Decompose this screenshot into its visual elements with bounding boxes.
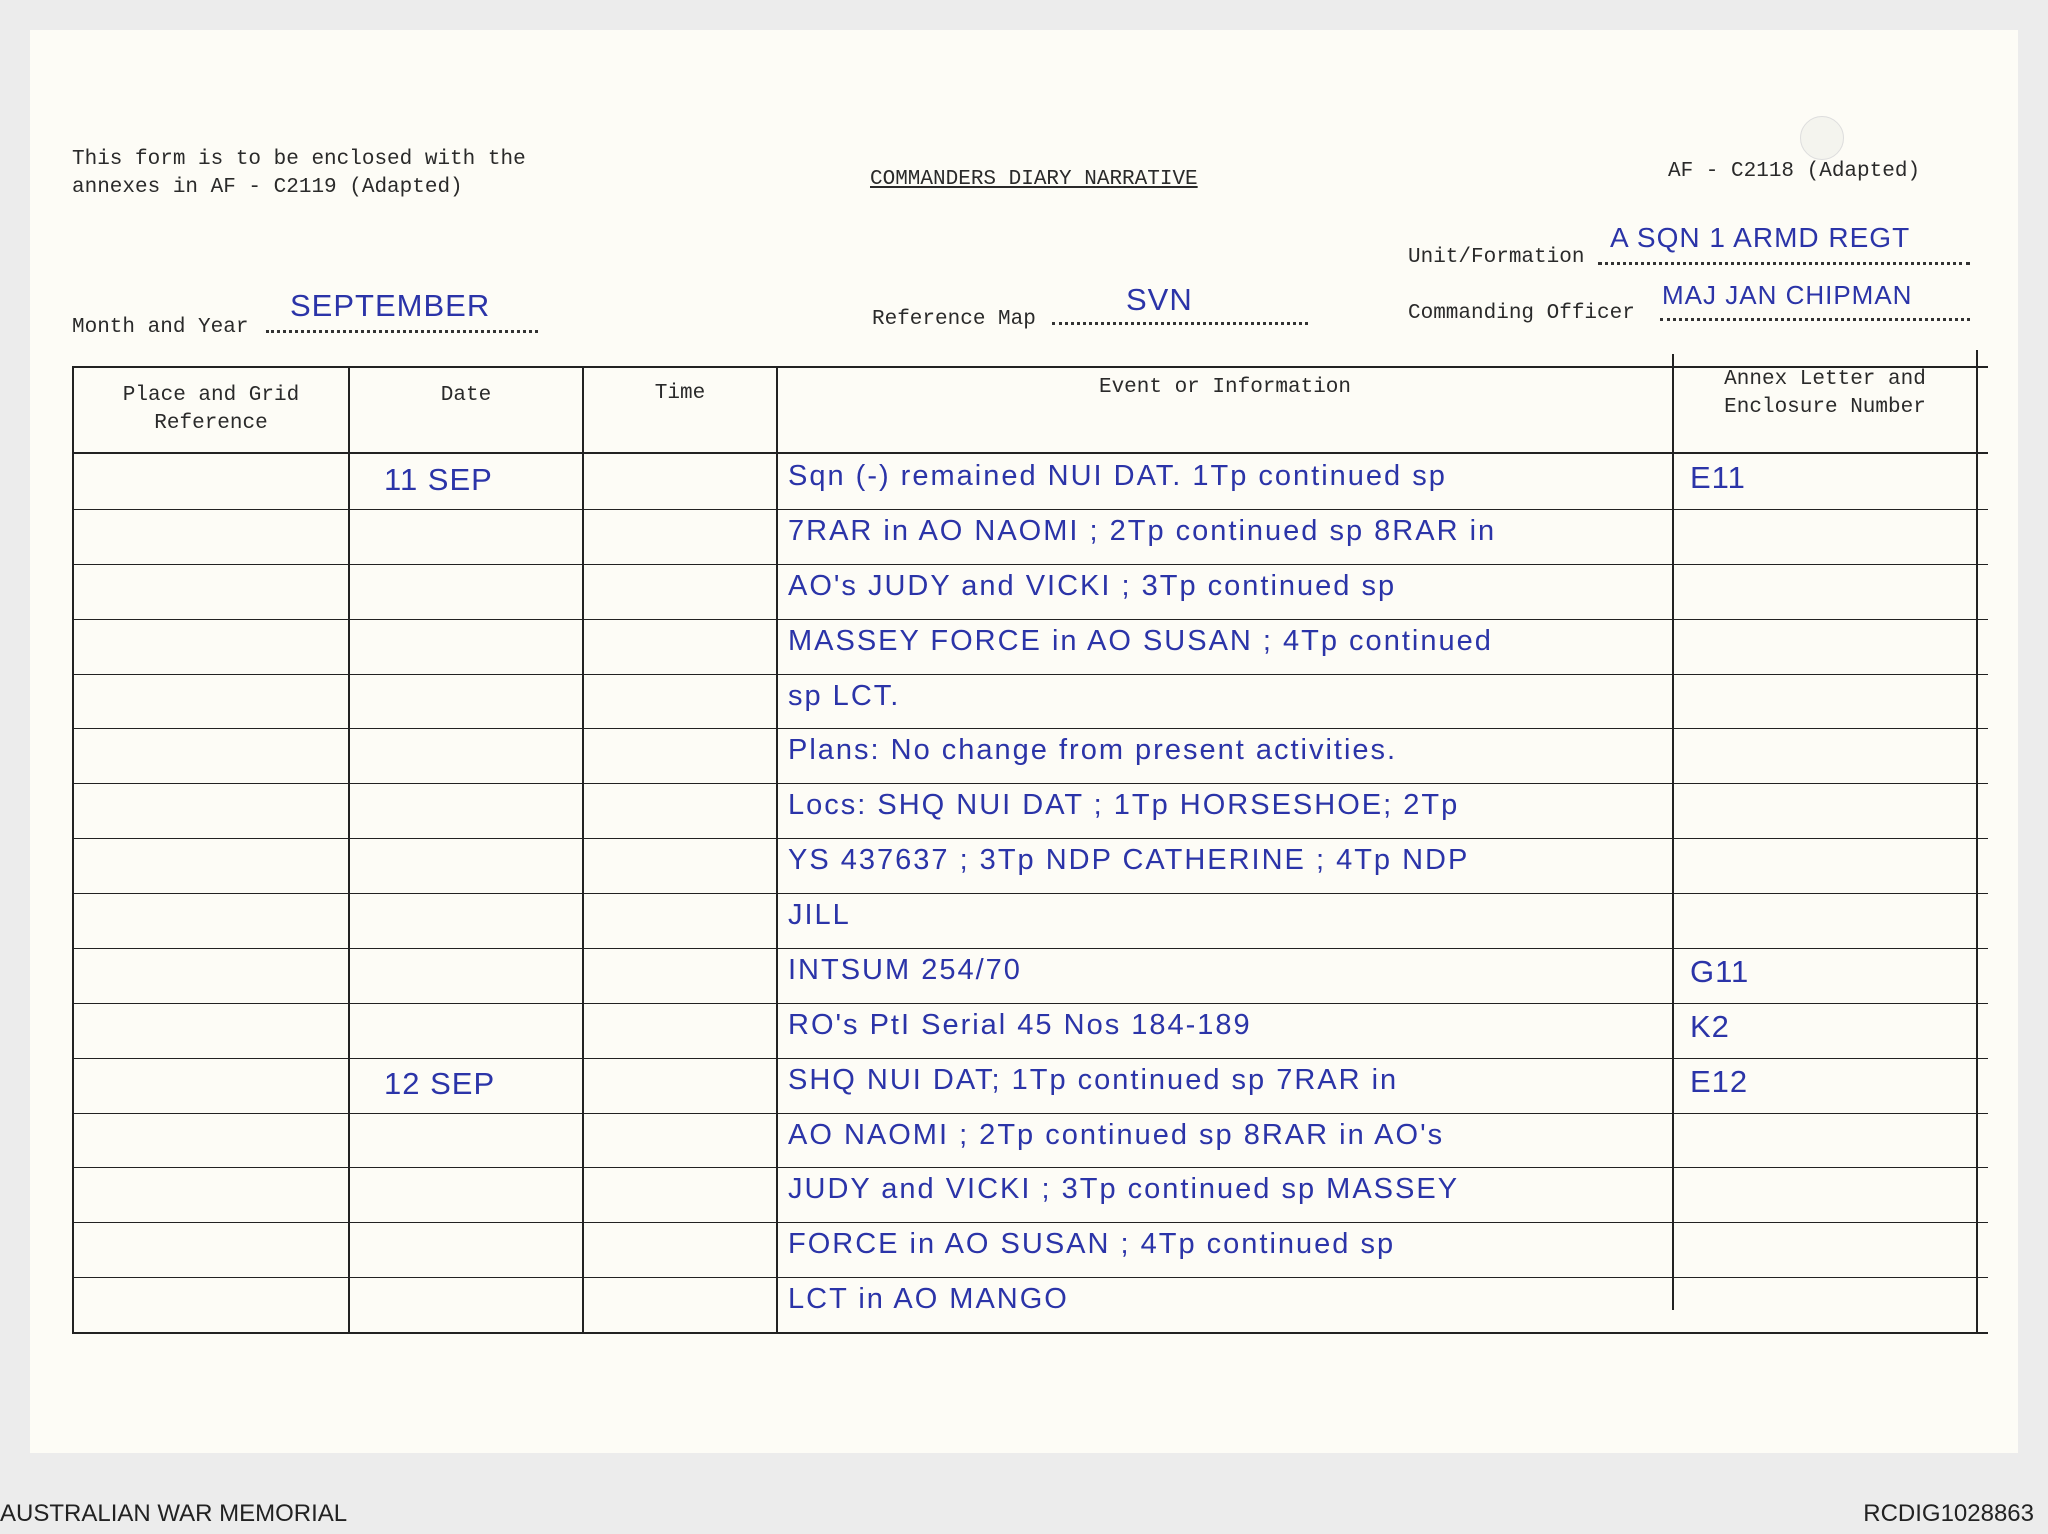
header-divider: [72, 452, 1988, 454]
row-event: RO's PtI Serial 45 Nos 184-189: [788, 1009, 1252, 1041]
reference-map-value: SVN: [1126, 282, 1193, 317]
row-divider: [72, 619, 1988, 620]
row-divider: [72, 948, 1988, 949]
row-event: LCT in AO MANGO: [788, 1283, 1069, 1315]
row-divider: [72, 893, 1988, 894]
header-event: Event or Information: [1098, 376, 1352, 399]
row-event: JILL: [788, 899, 851, 931]
row-divider: [72, 783, 1988, 784]
reference-map-dots: [1052, 322, 1308, 325]
row-divider: [72, 838, 1988, 839]
row-event: Sqn (-) remained NUI DAT. 1Tp continued sp: [788, 460, 1447, 492]
col-divider-1: [348, 366, 350, 1334]
row-event: 7RAR in AO NAOMI ; 2Tp continued sp 8RAR in: [788, 515, 1497, 547]
month-year-value: SEPTEMBER: [290, 288, 491, 323]
row-event: FORCE in AO SUSAN ; 4Tp continued sp: [788, 1228, 1396, 1260]
row-divider: [72, 1222, 1988, 1223]
footer-source: AUSTRALIAN WAR MEMORIAL: [0, 1500, 348, 1527]
row-divider: [72, 509, 1988, 510]
month-year-dots: [266, 330, 538, 333]
row-divider: [72, 564, 1988, 565]
table-right-border: [1976, 350, 1978, 1334]
table-left-border: [72, 366, 74, 1334]
row-divider: [72, 674, 1988, 675]
header-time: Time: [654, 382, 706, 405]
unit-formation-dots: [1598, 262, 1970, 265]
row-event: Plans: No change from present activities.: [788, 734, 1398, 766]
row-event: AO's JUDY and VICKI ; 3Tp continued sp: [788, 570, 1397, 602]
commanding-officer-value: MAJ JAN CHIPMAN: [1662, 280, 1913, 310]
reference-map-label: Reference Map: [872, 308, 1036, 331]
row-annex: E11: [1690, 460, 1746, 495]
row-annex: G11: [1690, 954, 1750, 989]
unit-formation-label: Unit/Formation: [1408, 246, 1585, 269]
footer-id: RCDIG1028863: [1863, 1500, 2034, 1527]
row-event: MASSEY FORCE in AO SUSAN ; 4Tp continued: [788, 625, 1493, 657]
punch-hole: [1800, 116, 1844, 160]
month-year-label: Month and Year: [72, 316, 249, 339]
row-event: YS 437637 ; 3Tp NDP CATHERINE ; 4Tp NDP: [788, 844, 1470, 876]
row-event: sp LCT.: [788, 680, 901, 712]
unit-formation-value: A SQN 1 ARMD REGT: [1610, 222, 1911, 253]
header-place-grid: Place and Grid Reference: [122, 384, 300, 435]
row-event: AO NAOMI ; 2Tp continued sp 8RAR in AO's: [788, 1119, 1445, 1151]
row-event: Locs: SHQ NUI DAT ; 1Tp HORSESHOE; 2Tp: [788, 789, 1460, 821]
form-title: COMMANDERS DIARY NARRATIVE: [870, 168, 1198, 191]
row-divider: [72, 1058, 1988, 1059]
table-bottom-border: [72, 1332, 1988, 1334]
col-divider-3: [776, 366, 778, 1334]
row-event: INTSUM 254/70: [788, 954, 1022, 986]
row-annex: E12: [1690, 1064, 1749, 1099]
row-annex: K2: [1690, 1009, 1730, 1044]
row-date: 11 SEP: [384, 462, 493, 497]
commanding-officer-dots: [1660, 318, 1970, 321]
commanding-officer-label: Commanding Officer: [1408, 302, 1635, 325]
col-divider-2: [582, 366, 584, 1334]
enclosure-note-line2: annexes in AF - C2119 (Adapted): [72, 176, 463, 199]
row-event: SHQ NUI DAT; 1Tp continued sp 7RAR in: [788, 1064, 1399, 1096]
form-id: AF - C2118 (Adapted): [1668, 160, 1921, 183]
row-divider: [72, 1003, 1988, 1004]
enclosure-note-line1: This form is to be enclosed with the: [72, 148, 526, 171]
row-date: 12 SEP: [384, 1066, 496, 1101]
header-date: Date: [440, 384, 492, 407]
header-annex: Annex Letter and Enclosure Number: [1724, 368, 1926, 419]
row-divider: [72, 1113, 1988, 1114]
row-divider: [72, 728, 1988, 729]
row-divider: [72, 1167, 1988, 1168]
row-divider: [72, 1277, 1988, 1278]
row-event: JUDY and VICKI ; 3Tp continued sp MASSEY: [788, 1173, 1460, 1205]
